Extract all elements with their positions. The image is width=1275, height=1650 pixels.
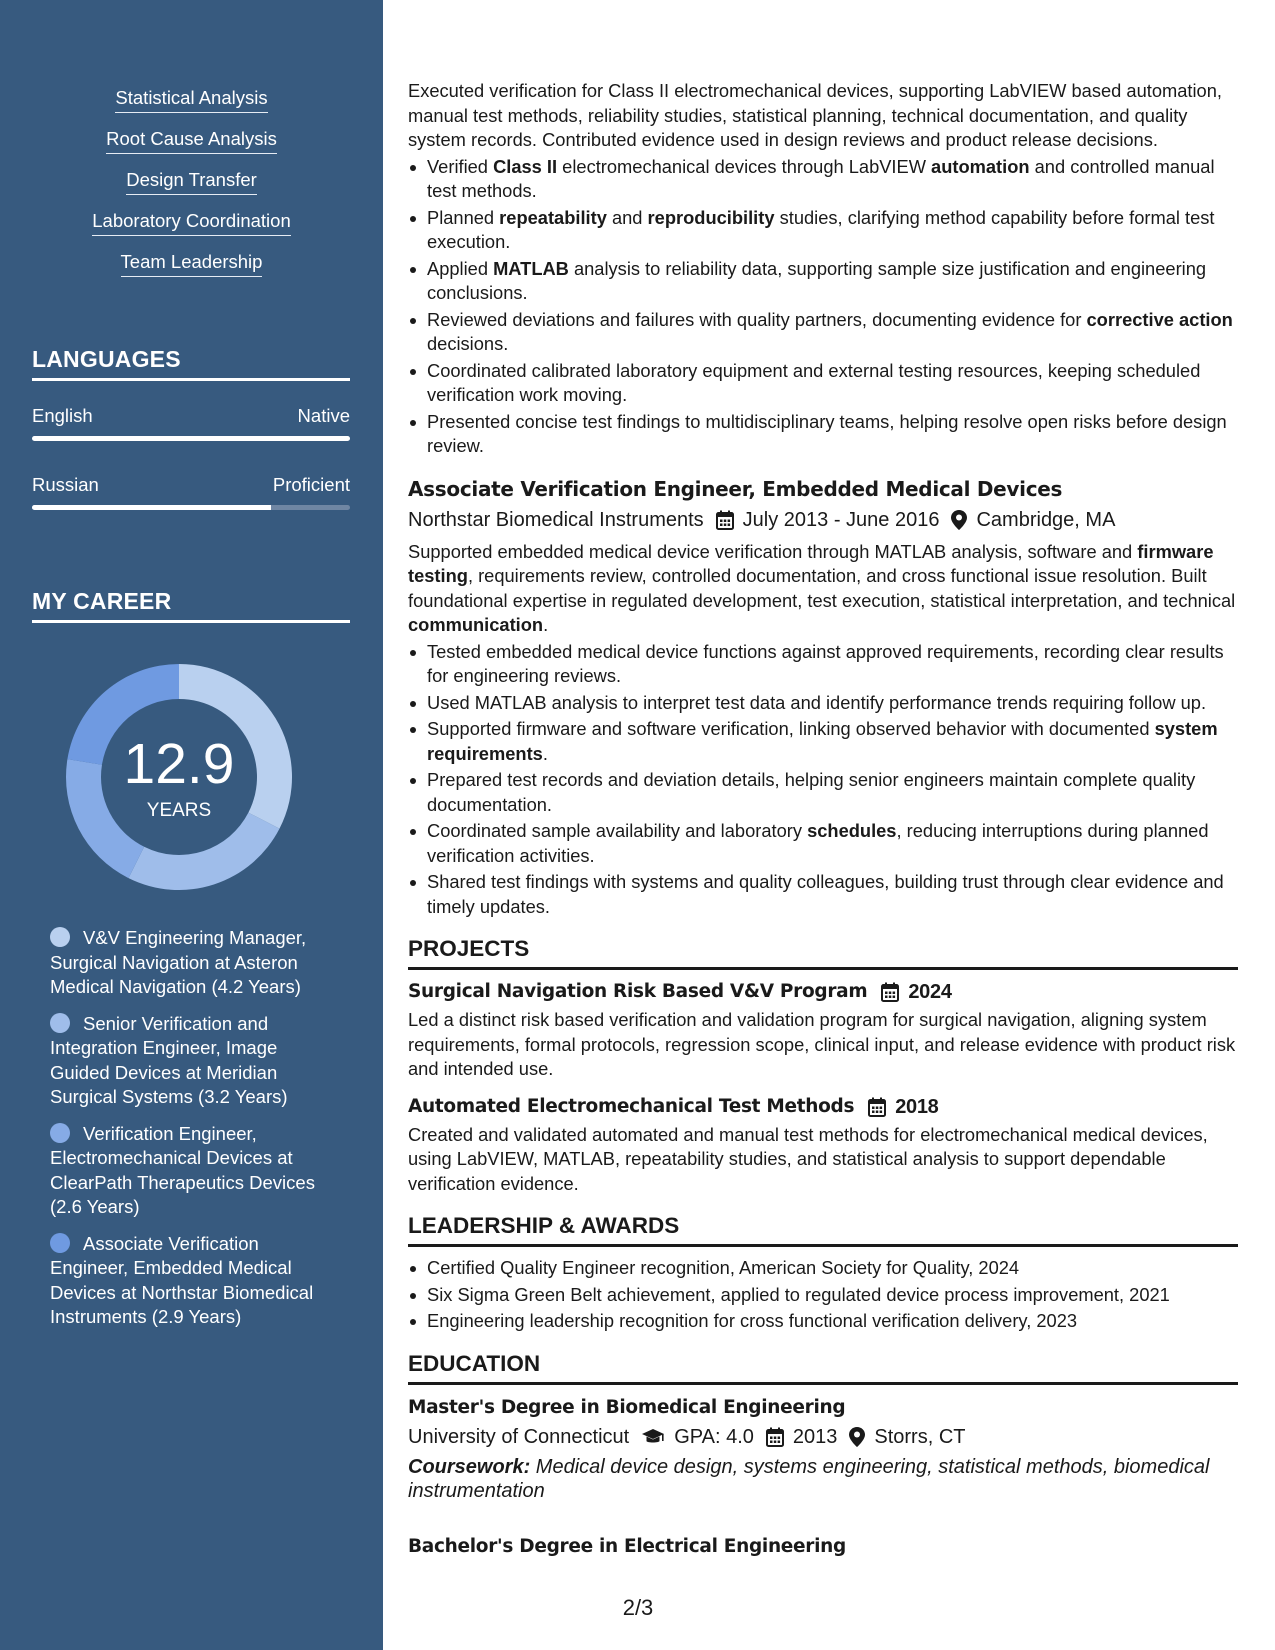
degree-title: Master's Degree in Biomedical Engineering [408, 1396, 846, 1418]
gpa: GPA: 4.0 [674, 1425, 754, 1448]
bullet-item: Tested embedded medical device functions against approved requirements, recording clear results for engineering reviews. [408, 640, 1238, 689]
projects-heading: PROJECTS [408, 935, 1238, 970]
career-heading: MY CAREER [32, 587, 350, 623]
bullet-item: Planned repeatability and reproducibility studies, clarifying method capability before formal test execution. [408, 206, 1238, 255]
legend-dot [50, 1013, 70, 1033]
career-total [66, 664, 292, 890]
job-company: Northstar Biomedical Instruments [408, 508, 704, 531]
career-item [50, 1012, 340, 1110]
skills-list [0, 86, 383, 291]
school-name: University of Connecticut [408, 1425, 630, 1448]
legend-dot [50, 1123, 70, 1143]
bullet-item: Reviewed deviations and failures with quality partners, documenting evidence for corrective action decisions. [408, 308, 1238, 357]
skill-item: Design Transfer [126, 168, 257, 195]
bullet-item: Coordinated calibrated laboratory equipment and external testing resources, keeping scheduled verification work moving. [408, 359, 1238, 408]
education-meta [408, 1423, 1238, 1451]
project-description: Led a distinct risk based verification and validation program for surgical navigation, aligning system requirements, formal protocols, regression scope, clinical input, and release evidence with product risk and intended use. [408, 1009, 1236, 1079]
job-bullets [408, 155, 1238, 459]
career-item [50, 1232, 340, 1330]
job-summary: Executed verification for Class II electromechanical devices, supporting LabVIEW based automation, manual test methods, reliability studies, statistical planning, technical documentation, and quality system records. Contributed evidence used in design reviews and product release decisions. [408, 80, 1222, 150]
job-meta [408, 506, 1238, 534]
bullet-item: Coordinated sample availability and laboratory schedules, reducing interruptions during planned verification activities. [408, 819, 1238, 868]
award-item: Certified Quality Engineer recognition, American Society for Quality, 2024 [408, 1256, 1238, 1281]
map-pin-icon [951, 510, 967, 530]
project-year: 2018 [895, 1095, 939, 1118]
award-item: Engineering leadership recognition for cross functional verification delivery, 2023 [408, 1309, 1238, 1334]
skill-item: Statistical Analysis [115, 86, 267, 113]
award-item: Six Sigma Green Belt achievement, applied to regulated device process improvement, 2021 [408, 1283, 1238, 1308]
job-title: Associate Verification Engineer, Embedded Medical Devices [408, 476, 1063, 501]
bullet-item: Supported firmware and software verification, linking observed behavior with documented system requirements. [408, 717, 1238, 766]
language-proficiency-fill [32, 505, 271, 510]
job-bullets [408, 640, 1238, 920]
career-item-text: Senior Verification and Integration Engineer, Image Guided Devices at Meridian Surgical Systems (3.2 Years) [50, 1012, 288, 1107]
coursework-label: Coursework: [408, 1455, 531, 1478]
project-description: Created and validated automated and manual test methods for electromechanical medical devices, using LabVIEW, MATLAB, repeatability studies, and statistical analysis to support dependable verification evidence. [408, 1123, 1208, 1194]
bullet-item: Prepared test records and deviation details, helping senior engineers maintain complete quality documentation. [408, 768, 1238, 817]
graduation-year: 2013 [792, 1425, 838, 1448]
main-content [408, 79, 1238, 1560]
career-total-years: 12.9 [123, 732, 235, 796]
career-total-label: YEARS [146, 800, 212, 821]
language-proficiency-fill [32, 436, 350, 441]
job-dates: July 2013 - June 2016 [742, 508, 940, 531]
job-summary: Supported embedded medical device verification through MATLAB analysis, software and firmware testing, requirements review, controlled documentation, and cross functional issue resolution. Built foundational expertise in regulated development, test execution, statistical interpretation, and technical communication. [408, 540, 1236, 635]
language-item [32, 404, 350, 441]
language-proficiency-bar [32, 505, 350, 510]
sidebar [0, 0, 383, 1650]
project-year: 2024 [908, 981, 952, 1003]
projects-section [408, 935, 1238, 970]
graduation-cap-icon [641, 1428, 665, 1446]
legend-dot [50, 927, 70, 947]
bullet-item: Presented concise test findings to multidisciplinary teams, helping resolve open risks before design review. [408, 410, 1238, 459]
school-location: Storrs, CT [874, 1425, 966, 1448]
project-name: Surgical Navigation Risk Based V&V Program [408, 981, 868, 1002]
page-number: 2/3 [622, 1595, 654, 1620]
education-section [408, 1350, 1238, 1385]
project-title [408, 1094, 1238, 1120]
languages-heading: LANGUAGES [32, 345, 350, 381]
awards-list [408, 1256, 1238, 1334]
bullet-item: Used MATLAB analysis to interpret test data and identify performance trends requiring follow up. [408, 691, 1238, 716]
legend-dot [50, 1233, 70, 1253]
language-level: Native [297, 405, 350, 426]
coursework [408, 1455, 1238, 1504]
awards-section [408, 1212, 1238, 1247]
career-item [50, 1122, 340, 1220]
calendar-icon [766, 1427, 784, 1447]
bullet-item: Applied MATLAB analysis to reliability data, supporting sample size justification and engineering conclusions. [408, 257, 1238, 306]
language-name: English [32, 405, 93, 426]
career-item-text: Associate Verification Engineer, Embedded Medical Devices at Northstar Biomedical Instruments (2.9 Years) [50, 1232, 314, 1327]
career-item [50, 926, 340, 1000]
skill-item: Laboratory Coordination [92, 209, 291, 236]
career-item-text: Verification Engineer, Electromechanical Devices at ClearPath Therapeutics Devices (2.6 Years) [50, 1122, 315, 1217]
project-name: Automated Electromechanical Test Methods [408, 1095, 855, 1117]
skill-item: Root Cause Analysis [106, 127, 277, 154]
calendar-icon [868, 1097, 886, 1117]
career-list [50, 926, 340, 1342]
awards-heading: LEADERSHIP & AWARDS [408, 1212, 1238, 1247]
language-item [32, 473, 350, 510]
coursework-text: Medical device design, systems engineering, statistical methods, biomedical instrumentation [408, 1455, 1210, 1502]
calendar-icon [881, 982, 899, 1002]
bullet-item: Verified Class II electromechanical devices through LabVIEW automation and controlled manual test methods. [408, 155, 1238, 204]
map-pin-icon [849, 1427, 865, 1447]
calendar-icon [716, 510, 734, 530]
career-item-text: V&V Engineering Manager, Surgical Navigation at Asteron Medical Navigation (4.2 Years) [50, 927, 307, 997]
languages-section [32, 345, 350, 381]
bullet-item: Shared test findings with systems and quality colleagues, building trust through clear evidence and timely updates. [408, 870, 1238, 919]
language-proficiency-bar [32, 436, 350, 441]
project-title [408, 979, 1238, 1005]
language-level: Proficient [272, 474, 350, 495]
skill-item: Team Leadership [121, 250, 263, 277]
career-section [32, 587, 350, 623]
language-name: Russian [32, 474, 99, 495]
education-heading: EDUCATION [408, 1350, 1238, 1385]
job-location: Cambridge, MA [976, 508, 1116, 531]
degree-title: Bachelor's Degree in Electrical Engineering [408, 1535, 846, 1557]
